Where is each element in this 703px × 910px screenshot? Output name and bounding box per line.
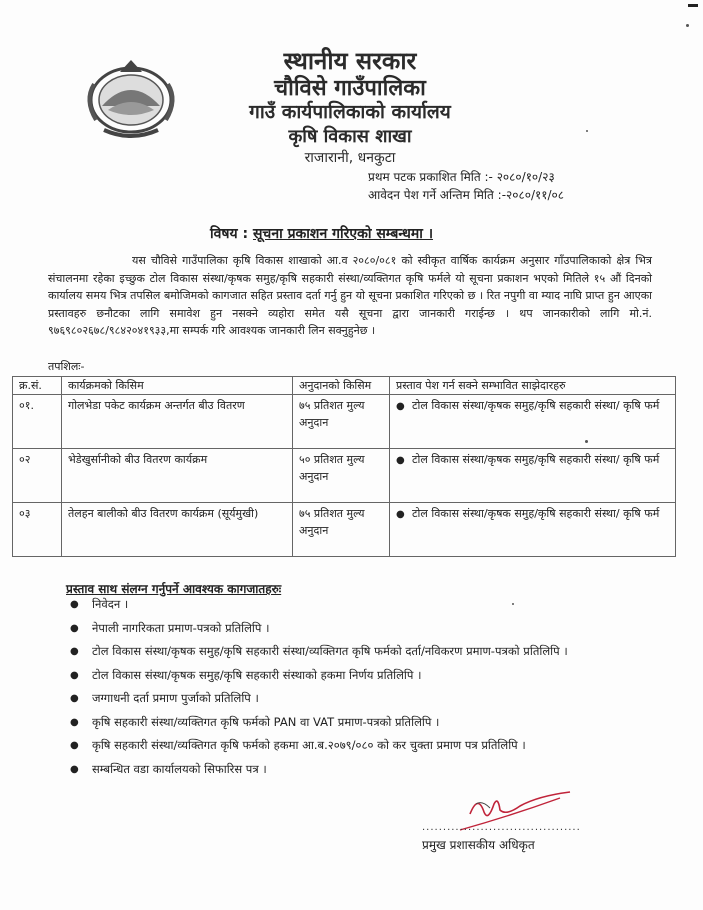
bullet-dot-icon: ● (70, 599, 79, 610)
list-item (70, 737, 650, 754)
list-item (70, 643, 650, 660)
tapasil-label: तपशिलः- (48, 360, 85, 373)
program-table (12, 376, 676, 557)
subject-line (210, 224, 433, 243)
signatory-title: प्रमुख प्रशासकीय अधिकृत (422, 838, 535, 852)
list-item (70, 690, 650, 707)
header-line-2: चौविसे गाउँपालिका (274, 76, 426, 101)
table-header-row (13, 377, 676, 395)
scan-speck (586, 130, 588, 132)
subject-prefix: विषय : (210, 226, 253, 242)
last-application-date: आवेदन पेश गर्ने अन्तिम मिति :-२०८०/११/०८ (368, 188, 565, 202)
bullet-dot-icon: ● (70, 740, 79, 751)
row-partners-cell (390, 503, 676, 557)
row-serial: ०३ (13, 503, 62, 557)
header-serial: क्र.सं. (13, 377, 62, 395)
document-item: टोल विकास संस्था/कृषक समुह/कृषि सहकारी संस्था/व्यक्तिगत कृषि फर्मको दर्ता/नविकरण प्रमाण-पत्रको प्रतिलिपि । (92, 644, 568, 658)
bullet-dot-icon: ● (70, 693, 79, 704)
header-line-1: स्थानीय सरकार (283, 47, 417, 75)
document-item: निवेदन । (92, 597, 129, 611)
bullet-dot-icon: ● (70, 716, 79, 728)
row-program: गोलभेडा पकेट कार्यक्रम अन्तर्गत बीउ वितरण (62, 395, 293, 449)
list-item (70, 714, 650, 731)
list-item (70, 761, 650, 778)
signature-line: ...................................... (422, 822, 581, 833)
row-partners-cell (390, 395, 676, 449)
header-address: राजारानी, धनकुटा (304, 150, 396, 166)
subject-text: सूचना प्रकाशन गरिएको सम्बन्धमा । (252, 226, 434, 242)
row-grant: ५० प्रतिशत मुल्य अनुदान (293, 449, 390, 503)
row-program: तेलहन बालीको बीउ वितरण कार्यक्रम (सूर्यमुखी) (62, 503, 293, 557)
bullet-dot-icon: ● (396, 509, 405, 520)
row-serial: ०१. (13, 395, 62, 449)
row-program: भेडेखुर्सानीको बीउ वितरण कार्यक्रम (62, 449, 293, 503)
bullet-dot-icon: ● (70, 646, 79, 657)
row-partners: टोल विकास संस्था/कृषक समुह/कृषि सहकारी संस्था/ कृषि फर्म (412, 453, 660, 466)
header-partners: प्रस्ताव पेश गर्न सक्ने सम्भावित साझेदारहरु (390, 377, 676, 395)
row-partners: टोल विकास संस्था/कृषक समुह/कृषि सहकारी संस्था/ कृषि फर्म (412, 399, 660, 412)
scan-speck (686, 24, 689, 27)
table-row (13, 503, 676, 557)
document-item: सम्बन्धित वडा कार्यालयको सिफारिस पत्र । (92, 761, 267, 776)
list-item (70, 620, 650, 637)
document-item: कृषि सहकारी संस्था/व्यक्तिगत कृषि फर्मको हकमा आ.ब.२०७९/०८० को कर चुक्ता प्रमाण पत्र प्रतिलिपि । (92, 738, 526, 752)
list-item (70, 596, 650, 613)
bullet-dot-icon: ● (70, 622, 79, 634)
header-program: कार्यक्रमको किसिम (62, 377, 293, 395)
bullet-dot-icon: ● (396, 455, 405, 466)
header-line-4: कृषि विकास शाखा (288, 126, 412, 147)
row-grant: ७५ प्रतिशत मुल्य अनुदान (293, 503, 390, 557)
header-line-3: गाउँ कार्यपालिकाको कार्यालय (249, 101, 451, 123)
bullet-dot-icon: ● (70, 763, 79, 775)
document-item: टोल विकास संस्था/कृषक समुह/कृषि सहकारी संस्थाको हकमा निर्णय प्रतिलिपि । (92, 667, 422, 682)
document-item: कृषि सहकारी संस्था/व्यक्तिगत कृषि फर्मको PAN वा VAT प्रमाण-पत्रको प्रतिलिपि । (92, 714, 440, 729)
notice-body-paragraph: यस चौविसे गाउँपालिका कृषि विकास शाखाको आ.व २०८०/०८१ को स्वीकृत वार्षिक कार्यक्रम अनुसार गाँउपालिकाको क्षेत्र भित्र संचालनमा रहेका इच्छुक टोल विकास संस्था/कृषक समुह/कृषि सहकारी संस्था/व्यक्तिगत कृषि फर्मले यो सूचना प्रकाशन भएको मितिले १५ औं दिनको कार्यालय समय भित्र तपसिल बमोजिमको कागजात सहित प्रस्ताव दर्ता गर्नु हुन यो सूचना प्रकाशित गरिएको छ । रित नपुगी वा म्याद नाघि प्राप्त हुन आएका प्रस्तावहरु छनौटका लागि समावेश हुन नसक्ने व्यहोरा समेत यसै सूचना द्वारा जानकारी गराईन्छ । थप जानकारीको लागि मो.नं. ९७६९८०२६७८/९८४२०४१९३३,मा सम्पर्क गरि आवश्यक जानकारी लिन सक्नुहुनेछ । (48, 254, 652, 337)
header-grant: अनुदानको किसिम (293, 377, 390, 395)
documents-title: प्रस्ताव साथ संलग्न गर्नुपर्ने आवश्यक कागजातहरुः (66, 582, 282, 596)
table-row (13, 395, 676, 449)
row-partners-cell (390, 449, 676, 503)
row-grant: ७५ प्रतिशत मुल्य अनुदान (293, 395, 390, 449)
bullet-dot-icon: ● (396, 401, 405, 412)
table-row (13, 449, 676, 503)
list-item (70, 667, 650, 684)
row-serial: ०२ (13, 449, 62, 503)
scan-artifact (688, 4, 698, 7)
row-partners: टोल विकास संस्था/कृषक समुह/कृषि सहकारी संस्था/ कृषि फर्म (412, 507, 660, 520)
bullet-dot-icon: ● (70, 669, 79, 681)
document-item: नेपाली नागरिकता प्रमाण-पत्रको प्रतिलिपि । (92, 620, 270, 635)
documents-list (70, 596, 650, 784)
first-published-date: प्रथम पटक प्रकाशित मिति :- २०८०/१०/२३ (368, 170, 555, 184)
document-item: जग्गाधनी दर्ता प्रमाण पुर्जाको प्रतिलिपि । (92, 691, 259, 705)
